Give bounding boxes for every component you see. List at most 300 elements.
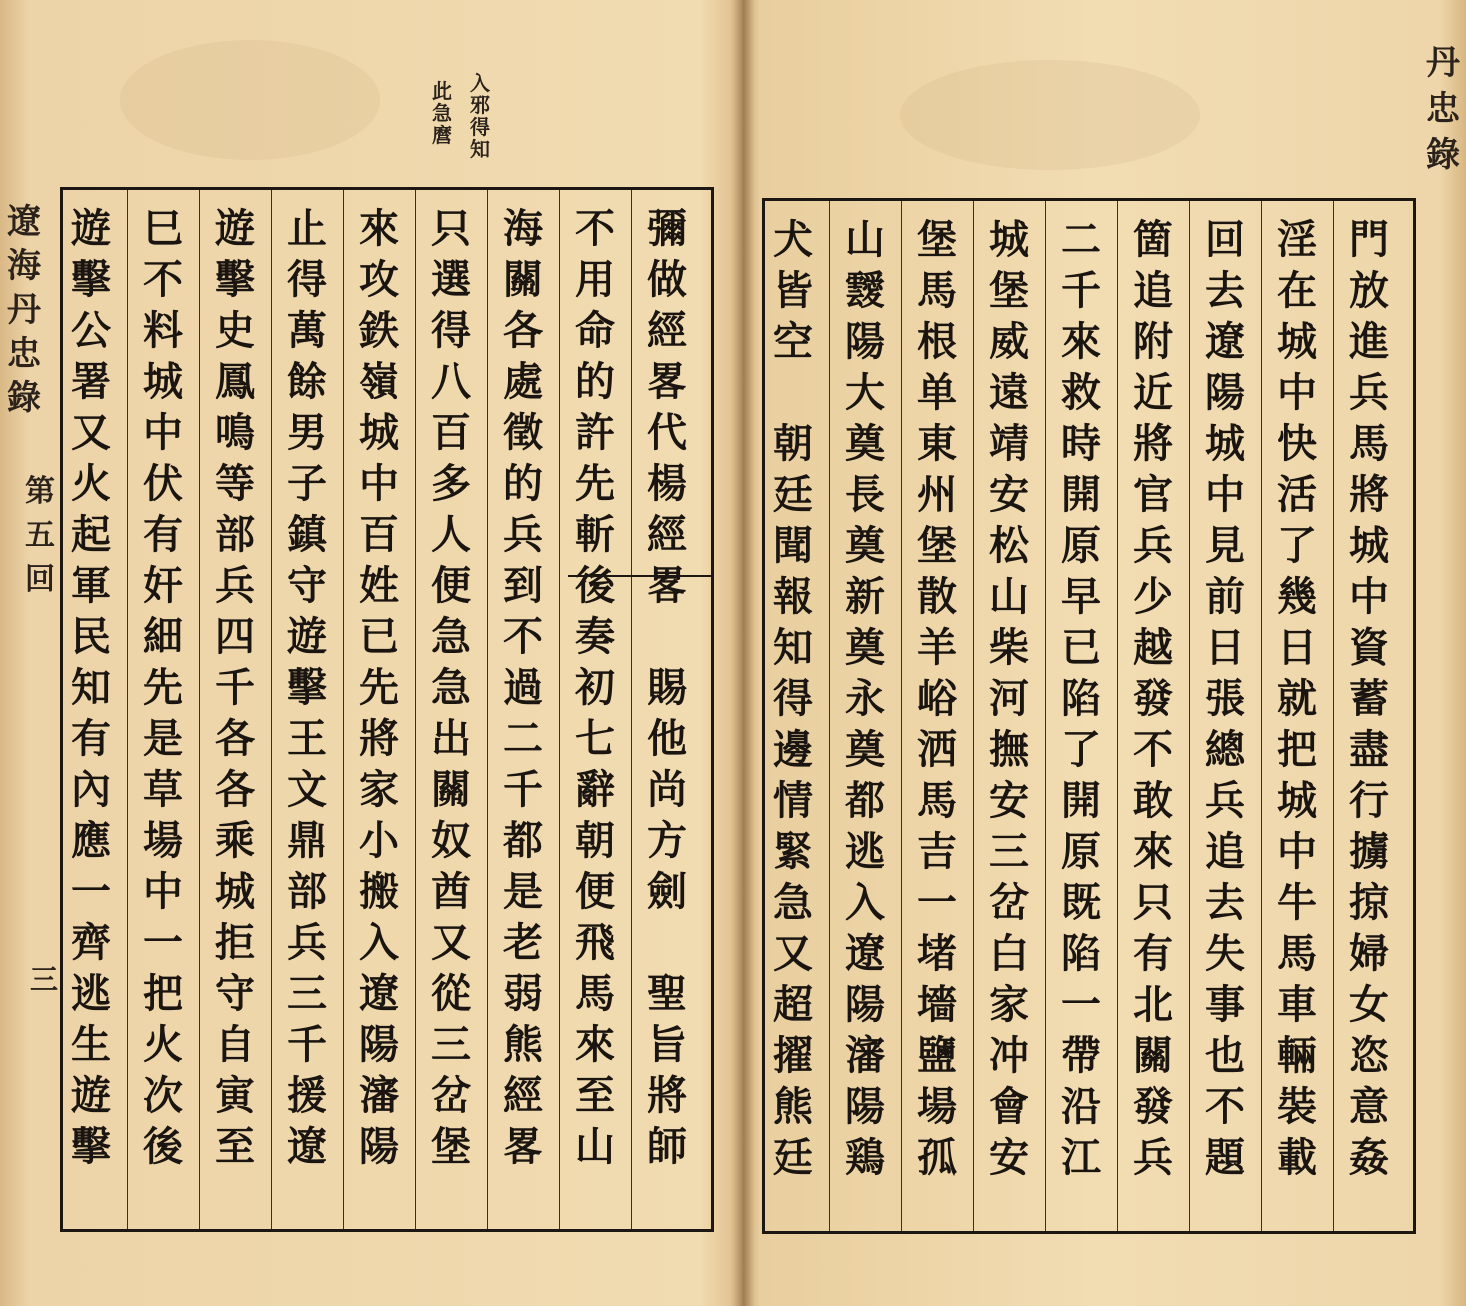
text-char: 得: [773, 676, 813, 722]
text-char: 至: [575, 1073, 615, 1119]
text-char: 早: [1061, 574, 1101, 620]
margin-title-char: 忠: [7, 334, 41, 374]
text-char: 時: [1061, 421, 1101, 467]
text-char: 題: [1205, 1135, 1245, 1181]
text-char: 姦: [1349, 1135, 1389, 1181]
text-char: 將: [1349, 472, 1389, 518]
text-char: 去: [1205, 880, 1245, 926]
text-char: 江: [1061, 1135, 1101, 1181]
text-char: 又: [773, 931, 813, 977]
text-char: 大: [845, 370, 885, 416]
text-char: 堡: [917, 217, 957, 263]
text-char: 堡: [989, 268, 1029, 314]
text-char: 急: [773, 880, 813, 926]
text-char: 千: [1061, 268, 1101, 314]
text-char: 場: [143, 818, 183, 864]
column-rule: [631, 190, 632, 1229]
text-char: 家: [989, 982, 1029, 1028]
text-char: 守: [215, 971, 255, 1017]
text-char: 二: [503, 716, 543, 762]
column-gap: [767, 368, 819, 419]
text-char: 發: [1133, 1084, 1173, 1130]
text-char: 陷: [1061, 676, 1101, 722]
text-char: 搬: [359, 869, 399, 915]
text-char: 婦: [1349, 931, 1389, 977]
column-rule: [1045, 201, 1046, 1231]
text-char: 張: [1205, 676, 1245, 722]
text-char: 發: [1133, 676, 1173, 722]
text-char: 報: [773, 574, 813, 620]
text-char: 逃: [845, 829, 885, 875]
text-char: 山: [845, 217, 885, 263]
text-char: 代: [647, 410, 687, 456]
text-char: 单: [917, 370, 957, 416]
text-char: 一: [917, 880, 957, 926]
text-char: 裝: [1277, 1084, 1317, 1130]
text-char: 鹽: [917, 1033, 957, 1079]
text-char: 便: [431, 563, 471, 609]
text-char: 將: [647, 1073, 687, 1119]
text-char: 來: [1061, 319, 1101, 365]
text-char: 急: [431, 665, 471, 711]
text-char: 軍: [71, 563, 111, 609]
text-char: 人: [431, 512, 471, 558]
text-char: 沿: [1061, 1084, 1101, 1130]
text-column: [281, 204, 333, 1173]
text-char: 陽: [845, 319, 885, 365]
text-char: 畧: [503, 1124, 543, 1170]
right-edge-title: [1420, 40, 1466, 178]
annotation-column-1: [462, 72, 498, 160]
text-column: [1271, 215, 1323, 1184]
text-char: 附: [1133, 319, 1173, 365]
text-char: 堡: [917, 523, 957, 569]
text-char: 瀋: [359, 1073, 399, 1119]
text-char: 劍: [647, 869, 687, 915]
right-page: [744, 0, 1466, 1306]
text-char: 擊: [71, 1124, 111, 1170]
text-char: 的: [575, 359, 615, 405]
text-char: 見: [1205, 523, 1245, 569]
text-char: 馬: [575, 971, 615, 1017]
text-char: 許: [575, 410, 615, 456]
text-char: 救: [1061, 370, 1101, 416]
text-char: 聞: [773, 523, 813, 569]
text-char: 敢: [1133, 778, 1173, 824]
text-char: 來: [575, 1022, 615, 1068]
text-char: 到: [503, 563, 543, 609]
text-char: 遊: [215, 206, 255, 252]
text-char: 姓: [359, 563, 399, 609]
text-char: 追: [1133, 268, 1173, 314]
annotation-column-2: [424, 80, 460, 146]
column-rule: [415, 190, 416, 1229]
text-char: 生: [71, 1022, 111, 1068]
text-char: 馬: [917, 268, 957, 314]
text-char: 命: [575, 308, 615, 354]
text-char: 畧: [647, 563, 687, 609]
text-char: 兵: [215, 563, 255, 609]
text-char: 載: [1277, 1135, 1317, 1181]
text-char: 斬: [575, 512, 615, 558]
text-char: 不: [503, 614, 543, 660]
text-char: 威: [989, 319, 1029, 365]
text-char: 活: [1277, 472, 1317, 518]
text-char: 文: [287, 767, 327, 813]
page-number: [24, 960, 64, 1000]
text-char: 只: [431, 206, 471, 252]
text-char: 遊: [287, 614, 327, 660]
text-char: 徵: [503, 410, 543, 456]
text-char: 緊: [773, 829, 813, 875]
left-text-frame: [60, 187, 714, 1232]
text-char: 熊: [773, 1084, 813, 1130]
text-char: 過: [503, 665, 543, 711]
text-char: 輛: [1277, 1033, 1317, 1079]
text-char: 犬: [773, 217, 813, 263]
text-char: 馬: [1349, 421, 1389, 467]
text-char: 淫: [1277, 217, 1317, 263]
text-char: 已: [1061, 625, 1101, 671]
text-column: [839, 215, 891, 1184]
text-char: 原: [1061, 523, 1101, 569]
column-rule: [973, 201, 974, 1231]
text-char: 岔: [989, 880, 1029, 926]
chapter-char: 第: [25, 474, 55, 509]
edge-title-char: 丹: [1426, 43, 1460, 83]
text-char: 陽: [845, 982, 885, 1028]
column-rule: [829, 201, 830, 1231]
text-char: 快: [1277, 421, 1317, 467]
text-char: 方: [647, 818, 687, 864]
text-char: 署: [71, 359, 111, 405]
text-char: 山: [989, 574, 1029, 620]
text-char: 後: [575, 563, 615, 609]
text-char: 是: [143, 716, 183, 762]
text-char: 各: [215, 716, 255, 762]
text-char: 把: [143, 971, 183, 1017]
text-char: 撫: [989, 727, 1029, 773]
text-char: 內: [71, 767, 111, 813]
text-char: 箇: [1133, 217, 1173, 263]
text-char: 靖: [989, 421, 1029, 467]
text-char: 中: [359, 461, 399, 507]
edge-title-char: 忠: [1426, 89, 1460, 129]
text-char: 餘: [287, 359, 327, 405]
text-char: 鶏: [845, 1135, 885, 1181]
text-char: 的: [503, 461, 543, 507]
text-char: 也: [1205, 1033, 1245, 1079]
text-char: 洒: [917, 727, 957, 773]
text-char: 空: [773, 319, 813, 365]
text-char: 門: [1349, 217, 1389, 263]
text-char: 旨: [647, 1022, 687, 1068]
text-char: 白: [989, 931, 1029, 977]
text-char: 靉: [845, 268, 885, 314]
text-char: 不: [143, 257, 183, 303]
text-char: 止: [287, 206, 327, 252]
text-char: 入: [359, 920, 399, 966]
text-char: 了: [1277, 523, 1317, 569]
text-char: 寅: [215, 1073, 255, 1119]
text-column: [1343, 215, 1395, 1184]
text-char: 城: [1205, 421, 1245, 467]
text-char: 城: [1277, 319, 1317, 365]
marginal-annotation: [420, 72, 502, 182]
text-char: 意: [1349, 1084, 1389, 1130]
text-column: [911, 215, 963, 1184]
text-column: [353, 204, 405, 1173]
text-char: 新: [845, 574, 885, 620]
page-margin-label: [0, 190, 58, 1230]
text-char: 會: [989, 1084, 1029, 1130]
text-char: 奏: [575, 614, 615, 660]
text-char: 去: [1205, 268, 1245, 314]
text-char: 伏: [143, 461, 183, 507]
text-char: 中: [143, 410, 183, 456]
text-char: 遼: [845, 931, 885, 977]
text-char: 次: [143, 1073, 183, 1119]
text-char: 聖: [647, 971, 687, 1017]
text-char: 車: [1277, 982, 1317, 1028]
text-char: 陽: [845, 1084, 885, 1130]
text-char: 先: [143, 665, 183, 711]
text-char: 齊: [71, 920, 111, 966]
text-char: 各: [215, 767, 255, 813]
text-char: 奠: [845, 727, 885, 773]
text-char: 便: [575, 869, 615, 915]
text-char: 知: [71, 665, 111, 711]
text-char: 知: [773, 625, 813, 671]
margin-title-char: 海: [7, 246, 41, 286]
text-char: 既: [1061, 880, 1101, 926]
text-char: 用: [575, 257, 615, 303]
edge-title-char: 錄: [1426, 135, 1460, 175]
text-char: 越: [1133, 625, 1173, 671]
text-char: 出: [431, 716, 471, 762]
column-rule: [901, 201, 902, 1231]
text-char: 遠: [989, 370, 1029, 416]
text-char: 長: [845, 472, 885, 518]
text-char: 兵: [1349, 370, 1389, 416]
text-char: 從: [431, 971, 471, 1017]
column-rule: [343, 190, 344, 1229]
text-char: 來: [1133, 829, 1173, 875]
text-char: 開: [1061, 778, 1101, 824]
column-rule: [199, 190, 200, 1229]
text-char: 逃: [71, 971, 111, 1017]
text-char: 老: [503, 920, 543, 966]
text-char: 經: [503, 1073, 543, 1119]
text-char: 事: [1205, 982, 1245, 1028]
text-char: 遊: [71, 206, 111, 252]
text-char: 鳳: [215, 359, 255, 405]
text-char: 一: [143, 920, 183, 966]
text-char: 關: [431, 767, 471, 813]
text-char: 民: [71, 614, 111, 660]
text-char: 安: [989, 1135, 1029, 1181]
text-char: 選: [431, 257, 471, 303]
text-char: 千: [287, 1022, 327, 1068]
text-char: 在: [1277, 268, 1317, 314]
text-char: 得: [287, 257, 327, 303]
text-char: 海: [503, 206, 543, 252]
text-char: 中: [1349, 574, 1389, 620]
annotation-char: 得: [470, 115, 490, 139]
text-char: 百: [431, 410, 471, 456]
text-char: 中: [1277, 370, 1317, 416]
text-char: 史: [215, 308, 255, 354]
text-char: 少: [1133, 574, 1173, 620]
text-char: 得: [431, 308, 471, 354]
text-char: 先: [359, 665, 399, 711]
annotation-char: 邪: [470, 93, 490, 117]
column-rule: [271, 190, 272, 1229]
text-char: 小: [359, 818, 399, 864]
text-char: 堵: [917, 931, 957, 977]
text-char: 孤: [917, 1135, 957, 1181]
text-char: 官: [1133, 472, 1173, 518]
text-char: 巳: [143, 206, 183, 252]
text-char: 擊: [215, 257, 255, 303]
text-char: 兵: [1205, 778, 1245, 824]
text-char: 鉄: [359, 308, 399, 354]
text-char: 萬: [287, 308, 327, 354]
text-char: 把: [1277, 727, 1317, 773]
text-char: 冲: [989, 1033, 1029, 1079]
text-char: 根: [917, 319, 957, 365]
text-char: 多: [431, 461, 471, 507]
text-char: 總: [1205, 727, 1245, 773]
text-column: [1199, 215, 1251, 1184]
text-char: 擊: [287, 665, 327, 711]
annotation-char: 知: [470, 137, 490, 161]
text-char: 料: [143, 308, 183, 354]
text-char: 邊: [773, 727, 813, 773]
text-char: 兵: [503, 512, 543, 558]
text-char: 至: [215, 1124, 255, 1170]
text-char: 自: [215, 1022, 255, 1068]
text-char: 羊: [917, 625, 957, 671]
text-char: 陷: [1061, 931, 1101, 977]
text-char: 草: [143, 767, 183, 813]
text-char: 中: [143, 869, 183, 915]
text-char: 等: [215, 461, 255, 507]
text-char: 來: [359, 206, 399, 252]
text-char: 又: [431, 920, 471, 966]
text-char: 遊: [71, 1073, 111, 1119]
text-char: 峪: [917, 676, 957, 722]
text-char: 鎮: [287, 512, 327, 558]
text-char: 三: [431, 1022, 471, 1068]
text-char: 只: [1133, 880, 1173, 926]
text-char: 賜: [647, 665, 687, 711]
text-char: 日: [1277, 625, 1317, 671]
text-char: 朝: [773, 421, 813, 467]
text-column: [569, 204, 621, 1173]
text-char: 吉: [917, 829, 957, 875]
text-char: 先: [575, 461, 615, 507]
text-char: 將: [359, 716, 399, 762]
text-char: 柴: [989, 625, 1029, 671]
text-char: 一: [71, 869, 111, 915]
text-char: 了: [1061, 727, 1101, 773]
text-char: 馬: [1277, 931, 1317, 977]
column-rule: [559, 190, 560, 1229]
text-char: 將: [1133, 421, 1173, 467]
text-char: 部: [287, 869, 327, 915]
text-char: 就: [1277, 676, 1317, 722]
text-char: 城: [1277, 778, 1317, 824]
text-char: 追: [1205, 829, 1245, 875]
column-gap: [641, 918, 693, 969]
text-column: [1127, 215, 1179, 1184]
margin-title-char: 錄: [7, 378, 41, 418]
text-char: 城: [215, 869, 255, 915]
text-char: 原: [1061, 829, 1101, 875]
text-char: 王: [287, 716, 327, 762]
annotation-char: 麿: [432, 123, 452, 147]
text-char: 乘: [215, 818, 255, 864]
text-char: 墻: [917, 982, 957, 1028]
text-char: 尚: [647, 767, 687, 813]
text-char: 擢: [773, 1033, 813, 1079]
text-char: 盡: [1349, 727, 1389, 773]
text-char: 開: [1061, 472, 1101, 518]
text-char: 安: [989, 778, 1029, 824]
text-column: [65, 204, 117, 1173]
text-char: 陽: [359, 1022, 399, 1068]
text-char: 廷: [773, 472, 813, 518]
text-char: 陽: [359, 1124, 399, 1170]
text-char: 四: [215, 614, 255, 660]
text-char: 奠: [845, 625, 885, 671]
page-number-char: 三: [29, 963, 58, 996]
text-char: 楊: [647, 461, 687, 507]
text-char: 州: [917, 472, 957, 518]
text-column: [137, 204, 189, 1173]
annotation-char: 入: [470, 71, 490, 95]
text-char: 城: [989, 217, 1029, 263]
column-rule: [127, 190, 128, 1229]
text-char: 部: [215, 512, 255, 558]
text-char: 三: [989, 829, 1029, 875]
text-char: 師: [647, 1124, 687, 1170]
text-char: 日: [1205, 625, 1245, 671]
text-char: 女: [1349, 982, 1389, 1028]
text-char: 初: [575, 665, 615, 711]
text-char: 東: [917, 421, 957, 467]
text-char: 遼: [1205, 319, 1245, 365]
text-char: 公: [71, 308, 111, 354]
text-char: 恣: [1349, 1033, 1389, 1079]
text-char: 超: [773, 982, 813, 1028]
text-char: 家: [359, 767, 399, 813]
text-char: 陽: [1205, 370, 1245, 416]
text-char: 都: [503, 818, 543, 864]
text-char: 千: [503, 767, 543, 813]
column-gap: [641, 612, 693, 663]
book-title-margin: [4, 200, 44, 420]
text-char: 城: [359, 410, 399, 456]
text-char: 關: [503, 257, 543, 303]
text-char: 鼎: [287, 818, 327, 864]
margin-title-char: 丹: [7, 290, 41, 330]
text-char: 援: [287, 1073, 327, 1119]
text-char: 遼: [359, 971, 399, 1017]
text-column: [641, 204, 693, 1173]
text-char: 經: [647, 308, 687, 354]
